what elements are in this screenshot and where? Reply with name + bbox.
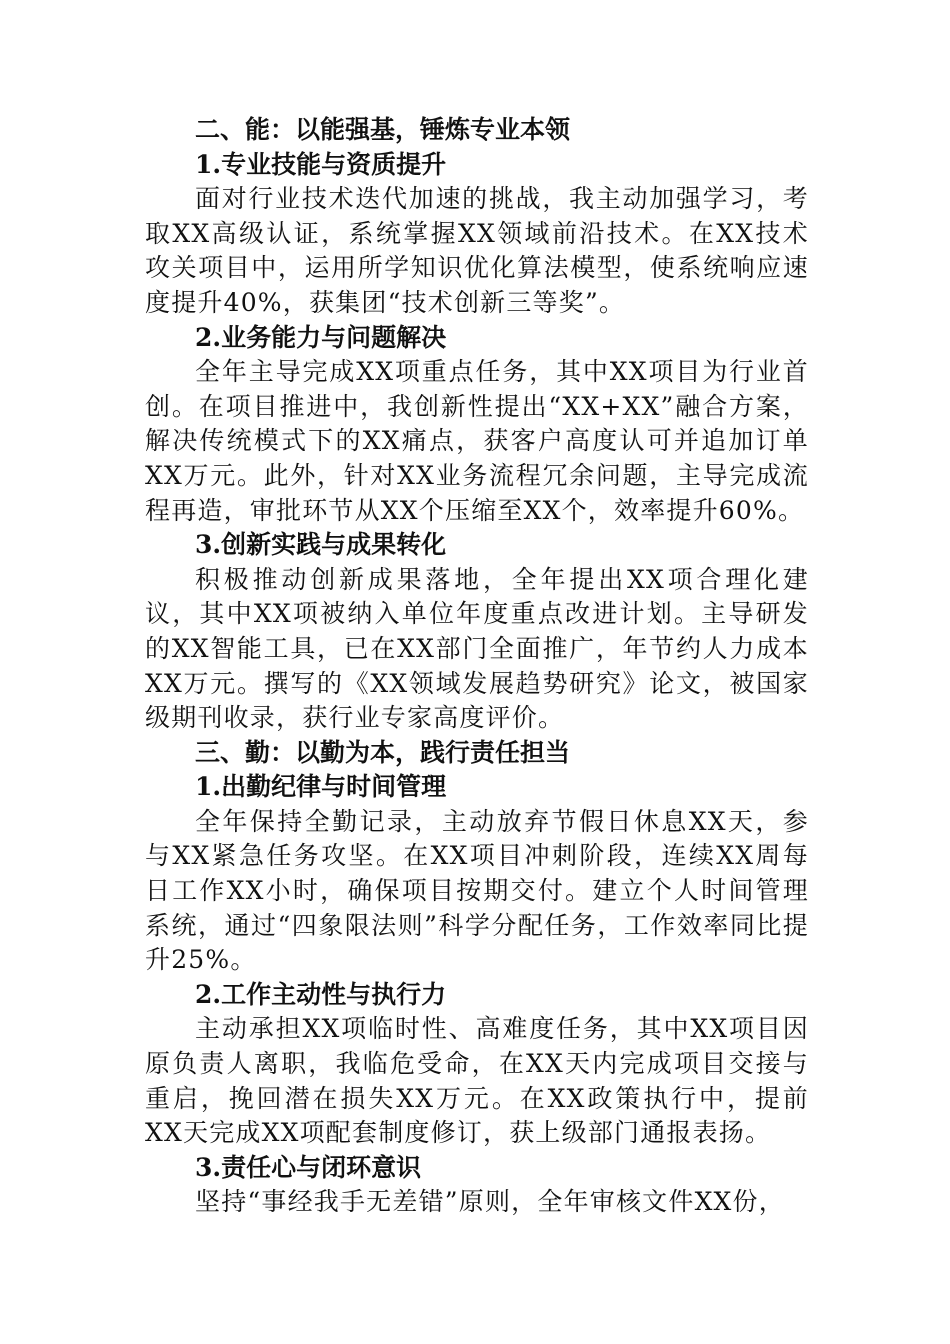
subsection-title: 1.专业技能与资质提升 — [195, 149, 447, 179]
subsection-title: 2.业务能力与问题解决 — [195, 322, 447, 352]
paragraph: 全年主导完成XX项重点任务，其中XX项目为行业首创。在项目推进中，我创新性提出“XX+XX”融合方案，解决传统模式下的XX痛点，获客户高度认可并追加订单XX万元。此外，针对XX业务流程冗余问题，主导完成流程再造，审批环节从XX个压缩至XX个，效率提升60%。 — [145, 357, 809, 525]
paragraph: 积极推动创新成果落地，全年提出XX项合理化建议，其中XX项被纳入单位年度重点改进计划。主导研发的XX智能工具，已在XX部门全面推广，年节约人力成本XX万元。撰写的《XX领域发展趋势研究》论文，被国家级期刊收录，获行业专家高度评价。 — [145, 564, 809, 733]
paragraph: 面对行业技术迭代加速的挑战，我主动加强学习，考取XX高级认证，系统掌握XX领域前沿技术。在XX技术攻关项目中，运用所学知识优化算法模型，使系统响应速度提升40%，获集团“技术创新三等奖”。 — [145, 184, 809, 317]
subsection-title: 1.出勤纪律与时间管理 — [195, 772, 447, 802]
paragraph: 全年保持全勤记录，主动放弃节假日休息XX天，参与XX紧急任务攻坚。在XX项目冲刺阶段，连续XX周每日工作XX小时，确保项目按期交付。建立个人时间管理系统，通过“四象限法则”科学分配任务，工作效率同比提升25%。 — [145, 806, 809, 975]
section-heading: 三、勤：以勤为本，践行责任担当 — [195, 737, 571, 767]
section-heading: 二、能：以能强基，锤炼专业本领 — [195, 115, 571, 144]
document-page — [145, 113, 809, 1220]
paragraph: 主动承担XX项临时性、高难度任务，其中XX项目因原负责人离职，我临危受命，在XX天内完成项目交接与重启，挽回潜在损失XX万元。在XX政策执行中，提前XX天完成XX项配套制度修订，获上级部门通报表扬。 — [145, 1014, 809, 1148]
subsection-title: 2.工作主动性与执行力 — [195, 979, 447, 1009]
paragraph: 坚持“事经我手无差错”原则，全年审核文件XX份， — [195, 1187, 785, 1217]
subsection-title: 3.责任心与闭环意识 — [195, 1152, 422, 1182]
subsection-title: 3.创新实践与成果转化 — [195, 530, 447, 560]
